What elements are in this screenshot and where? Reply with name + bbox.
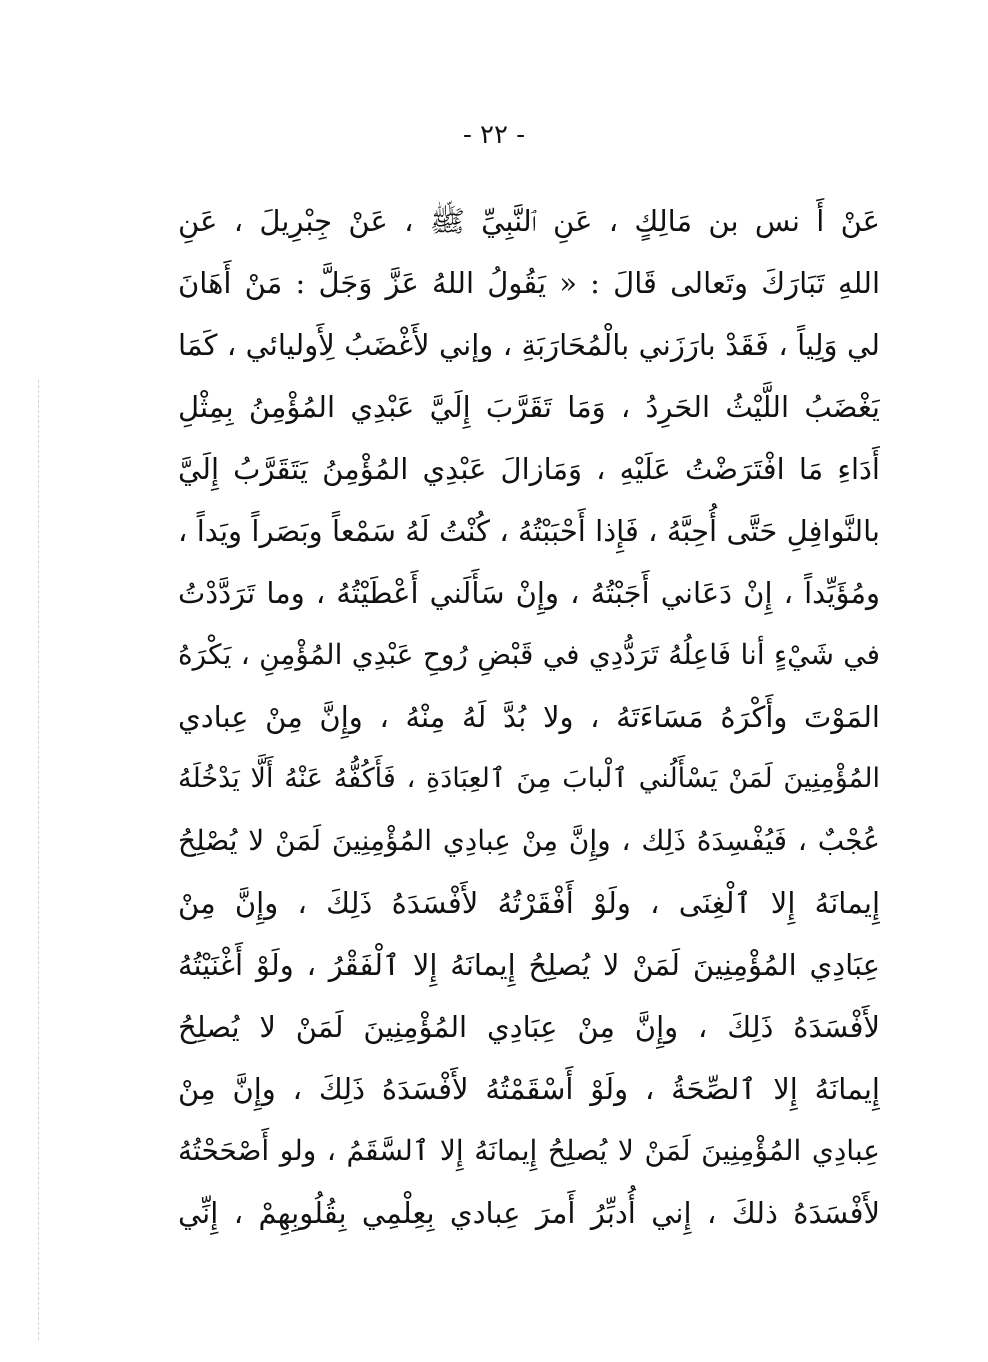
text-line-13: عِبَادِي المُؤْمِنِينَ لَمَنْ لا يُصلِحُ إِيمانَهُ إِلا ٱلْفَقْرُ ، ولَوْ أَغْنَيْتُهُ <box>178 948 880 982</box>
text-line-7: ومُؤَيِّداً ، إِنْ دَعَاني أَجَبْتُهُ ، وإِنْ سَأَلَني أَعْطَيْتُهُ ، وما تَرَدَّدْتُ <box>178 576 880 610</box>
text-line-3: لي وَلِياً ، فَقَدْ بارَزَني بالْمُحَارَبَةِ ، وإني لأَغْضَبُ لِأَوليائي ، كَمَا <box>178 328 880 362</box>
text-line-9: المَوْتَ وأَكْرَهُ مَسَاءَتَهُ ، ولا بُدَّ لَهُ مِنْهُ ، وإِنَّ مِنْ عِبادي <box>178 700 880 734</box>
text-line-1: عَنْ أَ نس بن مَالِكٍ ، عَنِ ٱلنَّبِيِّ ﷺ ، عَنْ جِبْرِيلَ ، عَنِ <box>178 204 880 238</box>
text-line-15: إِيمانَهُ إِلا ٱلصِّحَةُ ، ولَوْ أَسْقَمْتُهُ لأَفْسَدَهُ ذَلِكَ ، وإِنَّ مِنْ <box>178 1072 880 1106</box>
text-line-12: إِيمانَهُ إِلا ٱلْغِنَى ، ولَوْ أَفْقَرْتُهُ لأَفْسَدَهُ ذَلِكَ ، وإِنَّ مِنْ <box>178 886 880 920</box>
text-line-17: لأَفْسَدَهُ ذلكَ ، إِني أُدبِّرُ أَمرَ عِبادي بِعِلْمِي بِقُلُوبِهِمْ ، إِنِّي <box>178 1196 880 1230</box>
text-line-4: يَغْضَبُ اللَّيْثُ الحَرِدُ ، وَمَا تَقَرَّبَ إِلَيَّ عَبْدِي المُؤْمِنُ بِمِثْلِ <box>178 390 880 424</box>
page-number: - ٢٢ - <box>462 120 526 150</box>
text-line-5: أَدَاءِ مَا افْتَرَضْتُ عَلَيْهِ ، وَمَازالَ عَبْدِي المُؤْمِنُ يَتَقَرَّبُ إِلَيَّ <box>178 452 880 486</box>
text-line-8: في شَيْءٍ أنا فَاعِلُهُ تَرَدُّدِي في قَبْضِ رُوحِ عَبْدِي المُؤْمِنِ ، يَكْرَهُ <box>178 638 880 671</box>
text-line-11: عُجْبٌ ، فَيُفْسِدَهُ ذَلِك ، وإِنَّ مِنْ عِبادِي المُؤْمِنِينَ لَمَنْ لا يُصْلِحُ <box>178 824 880 857</box>
text-line-6: بالنَّوافِلِ حَتَّى أُحِبَّهُ ، فَإِذا أَحْبَبْتُهُ ، كُنْتُ لَهُ سَمْعاً وبَصَراً ويَداً ، <box>178 514 880 548</box>
text-line-10: المُؤْمِنِينَ لَمَنْ يَسْأَلُني ٱلْبابَ مِنَ ٱلعِبَادَةِ ، فَأَكُفُّهُ عَنْهُ أَلَّا يَدْخُلَهُ <box>178 763 880 794</box>
text-line-16: عِبادِي المُؤْمِنِينَ لَمَنْ لا يُصلِحُ إِيمانَهُ إِلا ٱلسَّقَمُ ، ولو أَصْحَحْتُهُ <box>178 1134 880 1167</box>
text-line-14: لأَفْسَدَهُ ذَلِكَ ، وإِنَّ مِنْ عِبَادِي المُؤْمِنِينَ لَمَنْ لا يُصلِحُ <box>178 1010 880 1044</box>
arabic-body-text <box>178 190 880 1244</box>
text-line-2: اللهِ تَبَارَكَ وتَعالى قَالَ : « يَقُولُ اللهُ عَزَّ وَجَلَّ : مَنْ أَهَانَ <box>178 266 880 300</box>
scan-edge-line <box>38 380 39 1340</box>
